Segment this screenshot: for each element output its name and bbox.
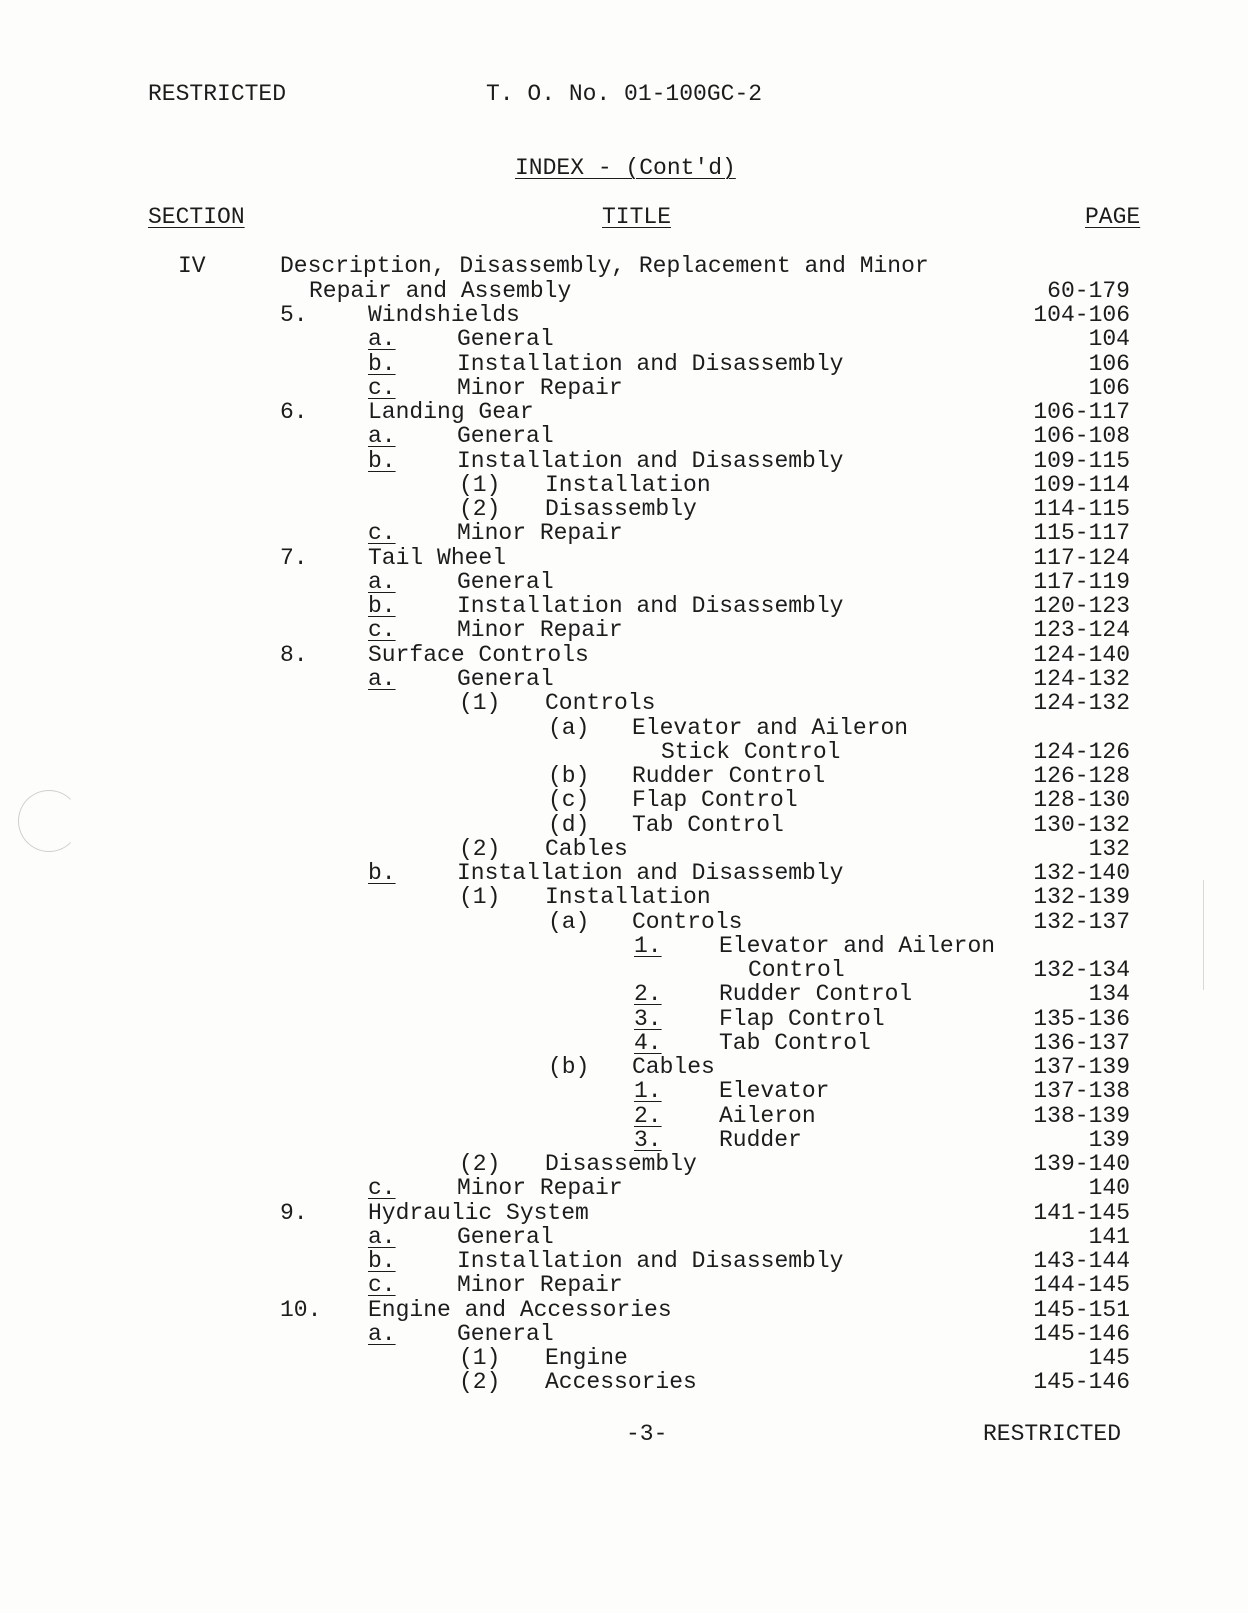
entry-title: Installation and Disassembly [457,351,844,377]
entry-marker: (a) [548,909,590,935]
index-title: INDEX - (Cont'd) [515,155,736,181]
entry-title: Controls [545,690,656,716]
entry-pages: 139 [1088,1127,1130,1153]
entry-marker: a. [368,1224,396,1250]
entry-title: Engine and Accessories [368,1297,672,1323]
entry-title: General [457,326,554,352]
entry-title: Installation and Disassembly [457,1248,844,1274]
entry-title: Minor Repair [457,1175,623,1201]
entry-marker: 3. [634,1127,662,1153]
entry-marker: 1. [634,933,662,959]
entry-marker: (d) [548,812,590,838]
entry-title: Minor Repair [457,520,623,546]
entry-title: Elevator and Aileron [632,715,909,741]
entry-pages: 137-138 [1033,1078,1130,1104]
entry-marker: c. [368,1272,396,1298]
entry-pages: 134 [1088,981,1130,1007]
entry-marker: (2) [459,1369,501,1395]
document-number: T. O. No. 01-100GC-2 [486,81,763,107]
entry-title: Flap Control [719,1006,885,1032]
entry-title: Engine [545,1345,628,1371]
entry-pages: 132-134 [1033,957,1130,983]
entry-marker: 7. [280,545,308,571]
entry-pages: 132 [1088,836,1130,862]
entry-title: Minor Repair [457,1272,623,1298]
entry-title: Rudder [719,1127,802,1153]
entry-title: Elevator and Aileron [719,933,996,959]
entry-pages: 117-119 [1033,569,1130,595]
section-pages: 60-179 [1047,278,1130,304]
entry-marker: 1. [634,1078,662,1104]
entry-title: Installation and Disassembly [457,593,844,619]
entry-pages: 124-140 [1033,642,1130,668]
entry-marker: b. [368,593,396,619]
entry-pages: 130-132 [1033,812,1130,838]
entry-marker: a. [368,569,396,595]
entry-marker: (c) [548,787,590,813]
page-number: -3- [626,1421,668,1447]
classification-top: RESTRICTED [148,81,287,107]
entry-marker: 6. [280,399,308,425]
entry-pages: 138-139 [1033,1103,1130,1129]
entry-marker: (a) [548,715,590,741]
entry-marker: (1) [459,1345,501,1371]
entry-marker: 2. [634,981,662,1007]
entry-pages: 104 [1088,326,1130,352]
entry-pages: 104-106 [1033,302,1130,328]
section-title-line2: Repair and Assembly [309,278,572,304]
entry-title: General [457,1321,554,1347]
entry-marker: (b) [548,763,590,789]
entry-pages: 145-146 [1033,1369,1130,1395]
entry-marker: (1) [459,472,501,498]
entry-pages: 128-130 [1033,787,1130,813]
entry-title: Installation and Disassembly [457,448,844,474]
entry-marker: b. [368,351,396,377]
section-title-line1: Description, Disassembly, Replacement and Minor [280,253,929,279]
entry-pages: 144-145 [1033,1272,1130,1298]
entry-pages: 141 [1088,1224,1130,1250]
entry-pages: 114-115 [1033,496,1130,522]
column-header-title: TITLE [602,204,672,230]
entry-title: Rudder Control [719,981,913,1007]
entry-marker: 2. [634,1103,662,1129]
classification-bottom: RESTRICTED [983,1421,1122,1447]
entry-pages: 141-145 [1033,1200,1130,1226]
entry-pages: 124-132 [1033,666,1130,692]
entry-title: Aileron [719,1103,816,1129]
entry-marker: (1) [459,884,501,910]
entry-pages: 139-140 [1033,1151,1130,1177]
entry-title: Surface Controls [368,642,589,668]
entry-title: Disassembly [545,1151,697,1177]
entry-pages: 109-114 [1033,472,1130,498]
entry-marker: a. [368,326,396,352]
column-header-section: SECTION [148,204,245,230]
entry-marker: (b) [548,1054,590,1080]
entry-title: Cables [545,836,628,862]
entry-pages: 145-146 [1033,1321,1130,1347]
entry-marker: c. [368,520,396,546]
entry-marker: b. [368,448,396,474]
entry-marker: a. [368,1321,396,1347]
entry-marker: (1) [459,690,501,716]
entry-title: Installation [545,472,711,498]
entry-marker: 4. [634,1030,662,1056]
section-number: IV [178,253,206,279]
entry-title: Hydraulic System [368,1200,589,1226]
entry-pages: 132-137 [1033,909,1130,935]
entry-title: Flap Control [632,787,798,813]
entry-pages: 135-136 [1033,1006,1130,1032]
entry-pages: 137-139 [1033,1054,1130,1080]
entry-title: Minor Repair [457,617,623,643]
entry-pages: 124-132 [1033,690,1130,716]
entry-marker: 5. [280,302,308,328]
entry-pages: 106-117 [1033,399,1130,425]
entry-title: General [457,1224,554,1250]
entry-pages: 106 [1088,375,1130,401]
entry-title: Disassembly [545,496,697,522]
entry-title: Control [748,957,845,983]
entry-title: Installation [545,884,711,910]
entry-pages: 115-117 [1033,520,1130,546]
entry-marker: (2) [459,836,501,862]
entry-title: Accessories [545,1369,697,1395]
punch-hole-mark [18,790,80,852]
entry-title: Landing Gear [368,399,534,425]
entry-title: Windshields [368,302,520,328]
entry-pages: 106-108 [1033,423,1130,449]
entry-title: Tab Control [632,812,784,838]
entry-title: Controls [632,909,743,935]
entry-pages: 106 [1088,351,1130,377]
entry-pages: 132-140 [1033,860,1130,886]
entry-marker: c. [368,1175,396,1201]
entry-marker: (2) [459,1151,501,1177]
entry-marker: b. [368,1248,396,1274]
entry-pages: 124-126 [1033,739,1130,765]
entry-title: Installation and Disassembly [457,860,844,886]
entry-title: Elevator [719,1078,830,1104]
entry-pages: 132-139 [1033,884,1130,910]
entry-pages: 126-128 [1033,763,1130,789]
entry-pages: 136-137 [1033,1030,1130,1056]
entry-title: General [457,423,554,449]
entry-marker: a. [368,666,396,692]
entry-marker: (2) [459,496,501,522]
entry-marker: c. [368,375,396,401]
entry-title: Cables [632,1054,715,1080]
entry-marker: b. [368,860,396,886]
entry-pages: 140 [1088,1175,1130,1201]
entry-title: General [457,666,554,692]
entry-title: Rudder Control [632,763,826,789]
entry-marker: 3. [634,1006,662,1032]
page-edge-mark [1203,880,1204,990]
entry-pages: 145-151 [1033,1297,1130,1323]
entry-pages: 143-144 [1033,1248,1130,1274]
entry-marker: 10. [280,1297,322,1323]
entry-marker: c. [368,617,396,643]
entry-marker: 9. [280,1200,308,1226]
column-header-page: PAGE [1085,204,1141,230]
entry-pages: 120-123 [1033,593,1130,619]
entry-pages: 109-115 [1033,448,1130,474]
entry-marker: 8. [280,642,308,668]
entry-title: Stick Control [661,739,841,765]
entry-pages: 117-124 [1033,545,1130,571]
entry-title: Tail Wheel [368,545,507,571]
entry-pages: 145 [1088,1345,1130,1371]
entry-title: Tab Control [719,1030,871,1056]
entry-title: General [457,569,554,595]
entry-title: Minor Repair [457,375,623,401]
entry-pages: 123-124 [1033,617,1130,643]
entry-marker: a. [368,423,396,449]
